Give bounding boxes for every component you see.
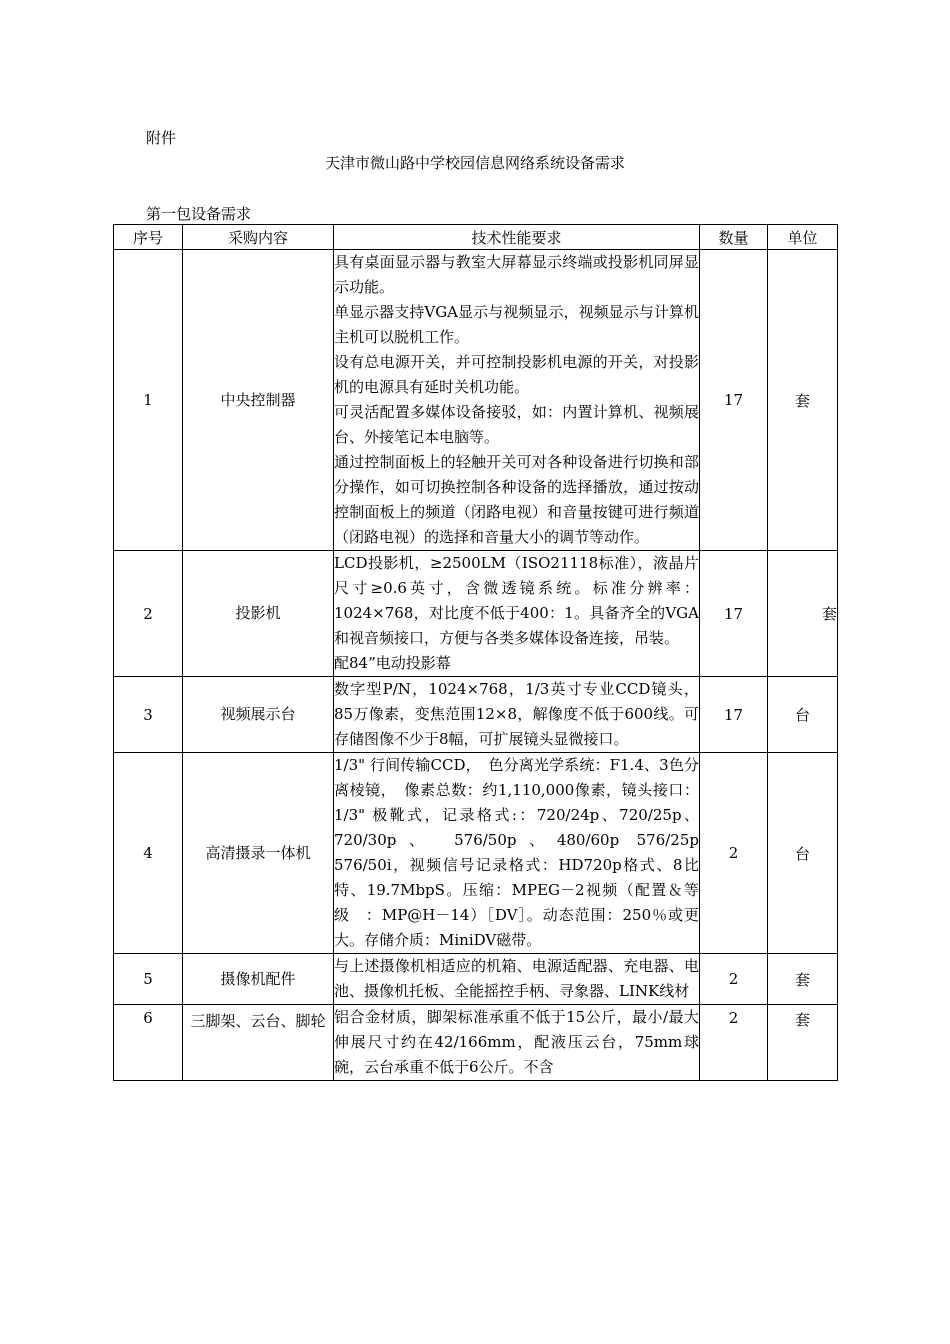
column-header-specs: 技术性能要求 [334, 225, 700, 250]
row-specs [334, 954, 700, 1005]
spec-paragraph: 具有桌面显示器与教室大屏幕显示终端或投影机同屏显示功能。 [334, 253, 699, 296]
row-unit: 套 [768, 250, 838, 551]
table-row [114, 1005, 838, 1081]
equipment-requirements-table [113, 224, 838, 1081]
spec-paragraph: 单显示器支持VGA显示与视频显示，视频显示与计算机主机可以脱机工作。 [334, 303, 699, 346]
row-item-name: 三脚架、云台、脚轮 [183, 1005, 334, 1081]
document-title: 天津市微山路中学校园信息网络系统设备需求 [324, 154, 625, 172]
row-quantity: 2 [700, 753, 768, 954]
row-unit: 套 [768, 954, 838, 1005]
row-quantity: 2 [700, 1005, 768, 1081]
column-header-qty: 数量 [700, 225, 768, 250]
row-item-name: 摄像机配件 [183, 954, 334, 1005]
column-header-unit: 单位 [768, 225, 838, 250]
spec-paragraph: 铝合金材质，脚架标准承重不低于15公斤，最小/最大伸展尺寸约在42/166mm，配液压云台，75mm球碗，云台承重不低于6公斤。不含 [334, 1008, 699, 1076]
annex-label: 附件 [146, 129, 177, 147]
row-number: 5 [114, 954, 183, 1005]
table-row [114, 677, 838, 753]
row-specs [334, 753, 700, 954]
row-specs [334, 551, 700, 677]
row-specs [334, 677, 700, 753]
row-item-name: 投影机 [183, 551, 334, 677]
spec-paragraph: LCD投影机，≥2500LM（ISO21118标准），液晶片尺寸≥0.6英寸，含微透镜系统。标准分辨率：1024×768，对比度不低于400：1。具备齐全的VGA和视音频接口，方便与各类多媒体设备连接，吊装。 [334, 554, 699, 647]
spec-paragraph: 与上述摄像机相适应的机箱、电源适配器、充电器、电池、摄像机托板、全能摇控手柄、寻象器、LINK线材 [334, 957, 699, 1000]
column-header-item: 采购内容 [183, 225, 334, 250]
table-row [114, 954, 838, 1005]
row-quantity: 2 [700, 954, 768, 1005]
row-number: 2 [114, 551, 183, 677]
column-header-no: 序号 [114, 225, 183, 250]
spec-paragraph: 通过控制面板上的轻触开关可对各种设备进行切换和部分操作，如可切换控制各种设备的选择播放，通过按动控制面板上的频道（闭路电视）和音量按键可进行频道（闭路电视）的选择和音量大小的调节等动作。 [334, 453, 699, 546]
row-unit: 台 [768, 753, 838, 954]
spec-paragraph: 配84”电动投影幕 [334, 654, 451, 672]
row-unit: 套 [768, 1005, 838, 1081]
row-number: 4 [114, 753, 183, 954]
row-item-name: 视频展示台 [183, 677, 334, 753]
row-item-name: 高清摄录一体机 [183, 753, 334, 954]
row-unit: 套 [768, 551, 838, 677]
row-unit: 台 [768, 677, 838, 753]
spec-paragraph: 数字型P/N，1024×768，1/3英寸专业CCD镜头，85万像素，变焦范围12×8，解像度不低于600线。可存储图像不少于8幅，可扩展镜头显微接口。 [334, 680, 699, 748]
row-number: 1 [114, 250, 183, 551]
spec-paragraph: 设有总电源开关，并可控制投影机电源的开关，对投影机的电源具有延时关机功能。 [334, 353, 699, 396]
table-row [114, 551, 838, 677]
row-specs [334, 250, 700, 551]
table-row [114, 753, 838, 954]
row-number: 3 [114, 677, 183, 753]
table-row [114, 250, 838, 551]
row-specs [334, 1005, 700, 1081]
table-header-row [114, 225, 838, 250]
row-number: 6 [114, 1005, 183, 1081]
row-quantity: 17 [700, 677, 768, 753]
spec-paragraph: 可灵活配置多媒体设备接驳，如：内置计算机、视频展台、外接笔记本电脑等。 [334, 403, 699, 446]
row-item-name: 中央控制器 [183, 250, 334, 551]
row-quantity: 17 [700, 551, 768, 677]
spec-paragraph: 1/3" 行间传输CCD， 色分离光学系统：F1.4、3色分离棱镜， 像素总数：约1,110,000像素，镜头接口：1/3" 极靴式，记录格式:：720/24p、720/25p、720/30p、 576/50p、480/60p 576/25p 576/50i，视频信号记录格式：HD720p格式、8比特、19.7MbpS。压缩：MPEG－2视频（配置＆等级 ：MP@H－14）［DV］。动态范围：250％或更大。存储介质：MiniDV磁带。 [334, 756, 699, 949]
section-title: 第一包设备需求 [146, 205, 252, 223]
row-quantity: 17 [700, 250, 768, 551]
